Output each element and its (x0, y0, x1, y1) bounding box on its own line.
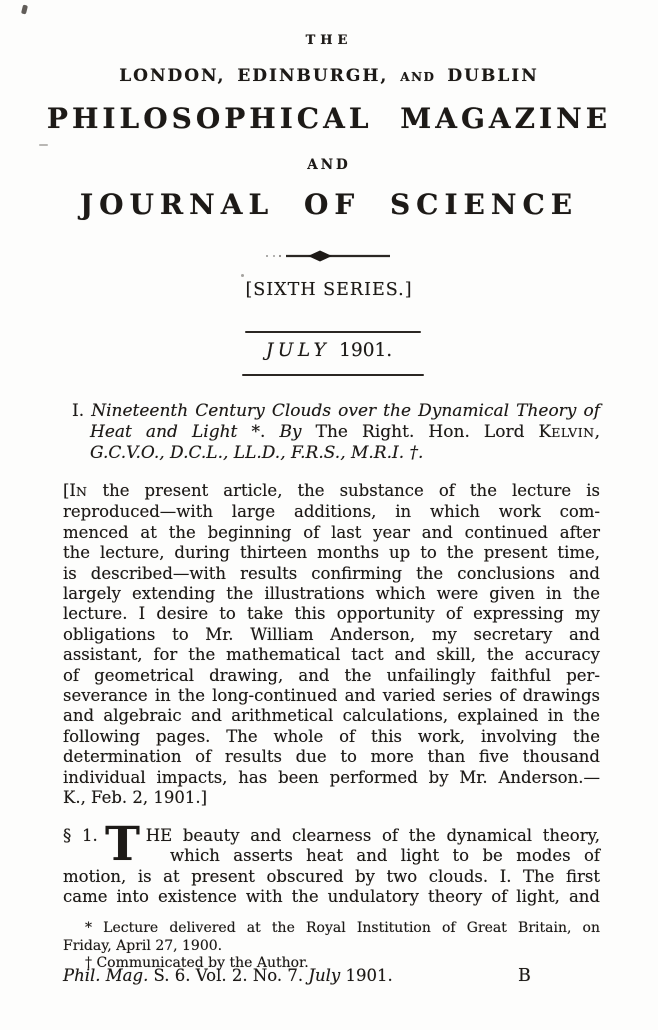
masthead-cities-pre: LONDON, EDINBURGH, (119, 66, 389, 86)
masthead-journal-title: JOURNAL OF SCIENCE (79, 188, 579, 221)
footnote-dagger: † Communicated by the Author. (85, 955, 309, 972)
issue-month: JULY (265, 340, 331, 361)
section-line1-text: HE beauty and clearness of the dynamical theory, (145, 826, 600, 845)
intro-line: following pages. The whole of this work, involving the (63, 726, 600, 746)
intro-line: is described—with results confirming the conclusions and (63, 563, 600, 583)
printer-signature-mark: B (518, 966, 531, 986)
footnote-star-line2: Friday, April 27, 1900. (63, 937, 223, 954)
intro-open-bracket: [I (63, 481, 76, 500)
intro-line: lecture. I desire to take this opportunity of expressing my (63, 604, 600, 624)
masthead-and: AND (307, 157, 351, 173)
author-comma: , (594, 422, 600, 442)
author-pre: The Right. Hon. Lord K (315, 422, 552, 442)
article-title-part2: Heat and Light (90, 422, 238, 442)
issue-year: 1901. (339, 340, 393, 361)
scan-speck (241, 274, 244, 277)
intro-line: assistant, for the mathematical tact and skill, the accuracy (63, 645, 600, 665)
issue-date (0, 340, 658, 361)
masthead-cities (0, 66, 658, 86)
imprint-journal-abbrev: Phil. Mag. (63, 966, 149, 985)
footnotes (63, 920, 600, 973)
footnote-star-line1: * Lecture delivered at the Royal Institution of Great Britain, on (85, 920, 600, 936)
imprint-year: 1901. (340, 966, 393, 985)
intro-line: severance in the long-continued and varied series of drawings (63, 686, 600, 706)
article-number: I. (72, 401, 85, 421)
intro-line: of geometrical drawing, and the unfailingly faithful per- (63, 665, 600, 685)
intro-line: and algebraic and arithmetical calculations, explained in the (63, 706, 600, 726)
diamond-rule-icon (264, 248, 394, 262)
article-heading (63, 401, 600, 464)
rule-above-date (245, 331, 421, 333)
ornament-divider (0, 247, 658, 266)
article-heading-line1 (63, 401, 600, 422)
imprint-line (63, 966, 600, 985)
footnote-star-marker: *. (251, 422, 266, 442)
rule-below-date (242, 374, 424, 376)
article-title-part1: Nineteenth Century Clouds over the Dynamical Theory of (91, 401, 600, 421)
scan-speck (39, 144, 48, 146)
intro-line: determination of results due to more than five thousand (63, 747, 600, 767)
intro-paragraph (63, 481, 600, 809)
intro-smallcap-n: N (75, 484, 88, 499)
imprint-volume-info: S. 6. Vol. 2. No. 7. (148, 966, 309, 985)
series-label: [SIXTH SERIES.] (245, 280, 413, 300)
section-line: which asserts heat and light to be modes of (170, 846, 600, 866)
intro-line (63, 481, 600, 502)
intro-line: individual impacts, has been performed by Mr. Anderson.— (63, 767, 600, 787)
article-heading-line3: G.C.V.O., D.C.L., LL.D., F.R.S., M.R.I. †. (90, 443, 424, 463)
imprint-month: July (308, 966, 341, 985)
section-1-paragraph (63, 817, 600, 908)
section-line: came into existence with the undulatory theory of light, and (63, 887, 600, 907)
masthead-the: THE (305, 33, 353, 48)
intro-line: obligations to Mr. William Anderson, my secretary and (63, 624, 600, 644)
article-byword: By (279, 422, 302, 442)
section-line (63, 826, 600, 846)
article-heading-line2 (63, 422, 600, 443)
intro-line1-text: the present article, the substance of the lecture is (87, 481, 600, 500)
section-line: motion, is at present obscured by two clouds. I. The first (63, 866, 600, 886)
masthead-magazine-title: PHILOSOPHICAL MAGAZINE (46, 102, 612, 135)
intro-line-last: K., Feb. 2, 1901.] (63, 788, 208, 808)
masthead-cities-and: AND (400, 70, 436, 84)
masthead-cities-post: DUBLIN (447, 66, 539, 86)
intro-line: reproduced—with large additions, in which work com- (63, 502, 600, 522)
dropcap-letter: T (105, 817, 140, 872)
intro-line: menced at the beginning of last year and continued after (63, 522, 600, 542)
section-marker: § 1. (63, 826, 98, 845)
scan-speck (21, 5, 28, 15)
intro-line: the lecture, during thirteen months up to the present time, (63, 543, 600, 563)
author-name-smallcaps: ELVIN (551, 425, 595, 440)
intro-line: largely extending the illustrations which were given in the (63, 584, 600, 604)
